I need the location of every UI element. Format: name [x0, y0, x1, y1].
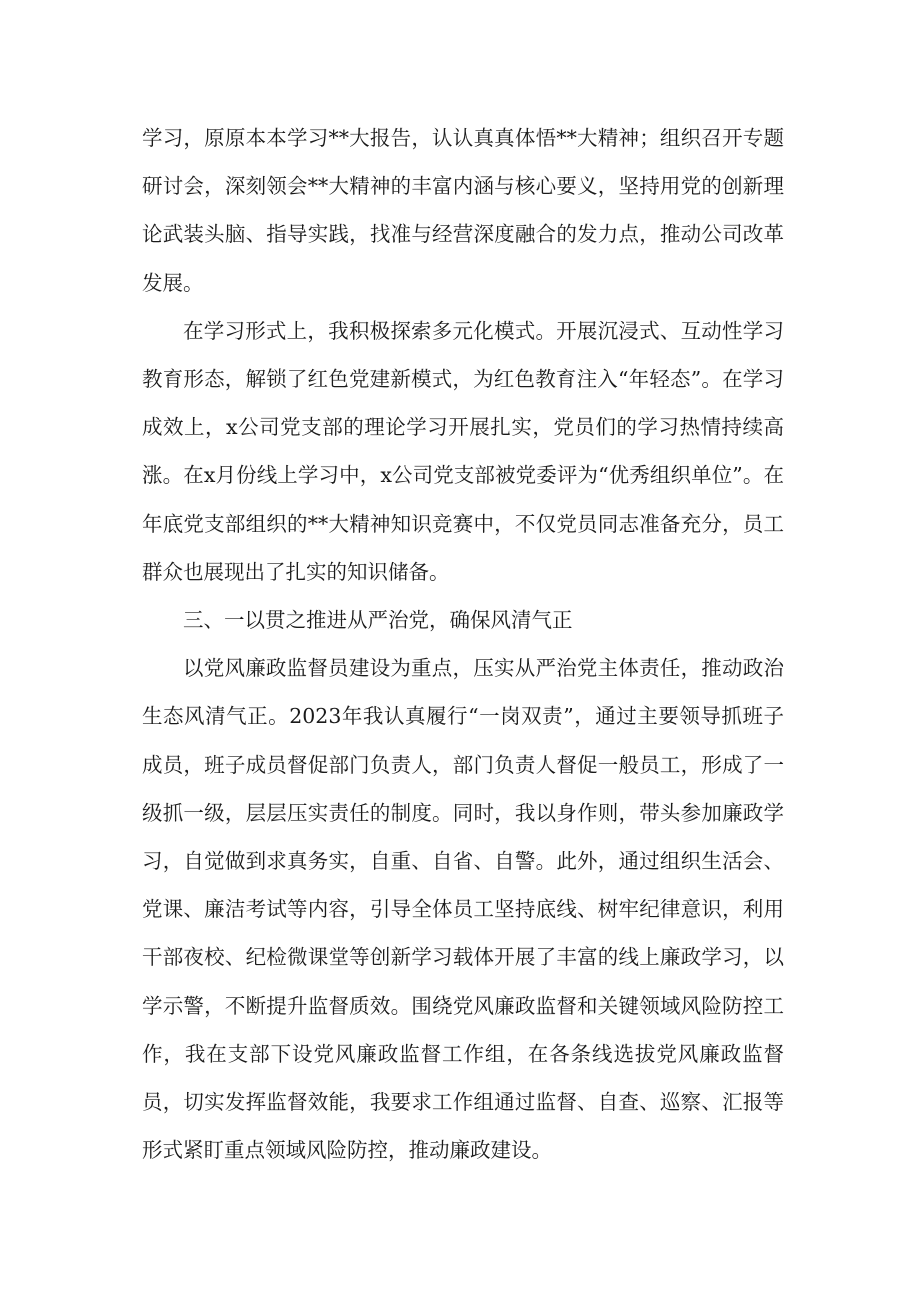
document-body — [142, 114, 784, 1174]
section-heading-three: 三、一以贯之推进从严治党，确保风清气正 — [183, 608, 573, 633]
paragraph-continuation: 学习，原原本本学习**大报告，认认真真体悟**大精神；组织召开专题研讨会，深刻领会**大精神的丰富内涵与核心要义，坚持用党的创新理论武装头脑、指导实践，找准与经营深度融合的发力点，推动公司改革发展。 — [142, 126, 784, 295]
paragraph-party-discipline: 以党风廉政监督员建设为重点，压实从严治党主体责任，推动政治生态风清气正。2023年我认真履行“一岗双责”，通过主要领导抓班子成员，班子成员督促部门负责人，部门负责人督促一般员工，形成了一级抓一级，层层压实责任的制度。同时，我以身作则，带头参加廉政学习，自觉做到求真务实，自重、自省、自警。此外，通过组织生活会、党课、廉洁考试等内容，引导全体员工坚持底线、树牢纪律意识，利用干部夜校、纪检微课堂等创新学习载体开展了丰富的线上廉政学习，以学示警，不断提升监督质效。围绕党风廉政监督和关键领域风险防控工作，我在支部下设党风廉政监督工作组，在各条线选拔党风廉政监督员，切实发挥监督效能，我要求工作组通过监督、自查、巡察、汇报等形式紧盯重点领域风险防控，推动廉政建设。 — [142, 656, 784, 1163]
paragraph-learning-format: 在学习形式上，我积极探索多元化模式。开展沉浸式、互动性学习教育形态，解锁了红色党建新模式，为红色教育注入“年轻态”。在学习成效上，x公司党支部的理论学习开展扎实，党员们的学习热情持续高涨。在x月份线上学习中，x公司党支部被党委评为“优秀组织单位”。在年底党支部组织的**大精神知识竞赛中，不仅党员同志准备充分，员工群众也展现出了扎实的知识储备。 — [142, 318, 784, 584]
